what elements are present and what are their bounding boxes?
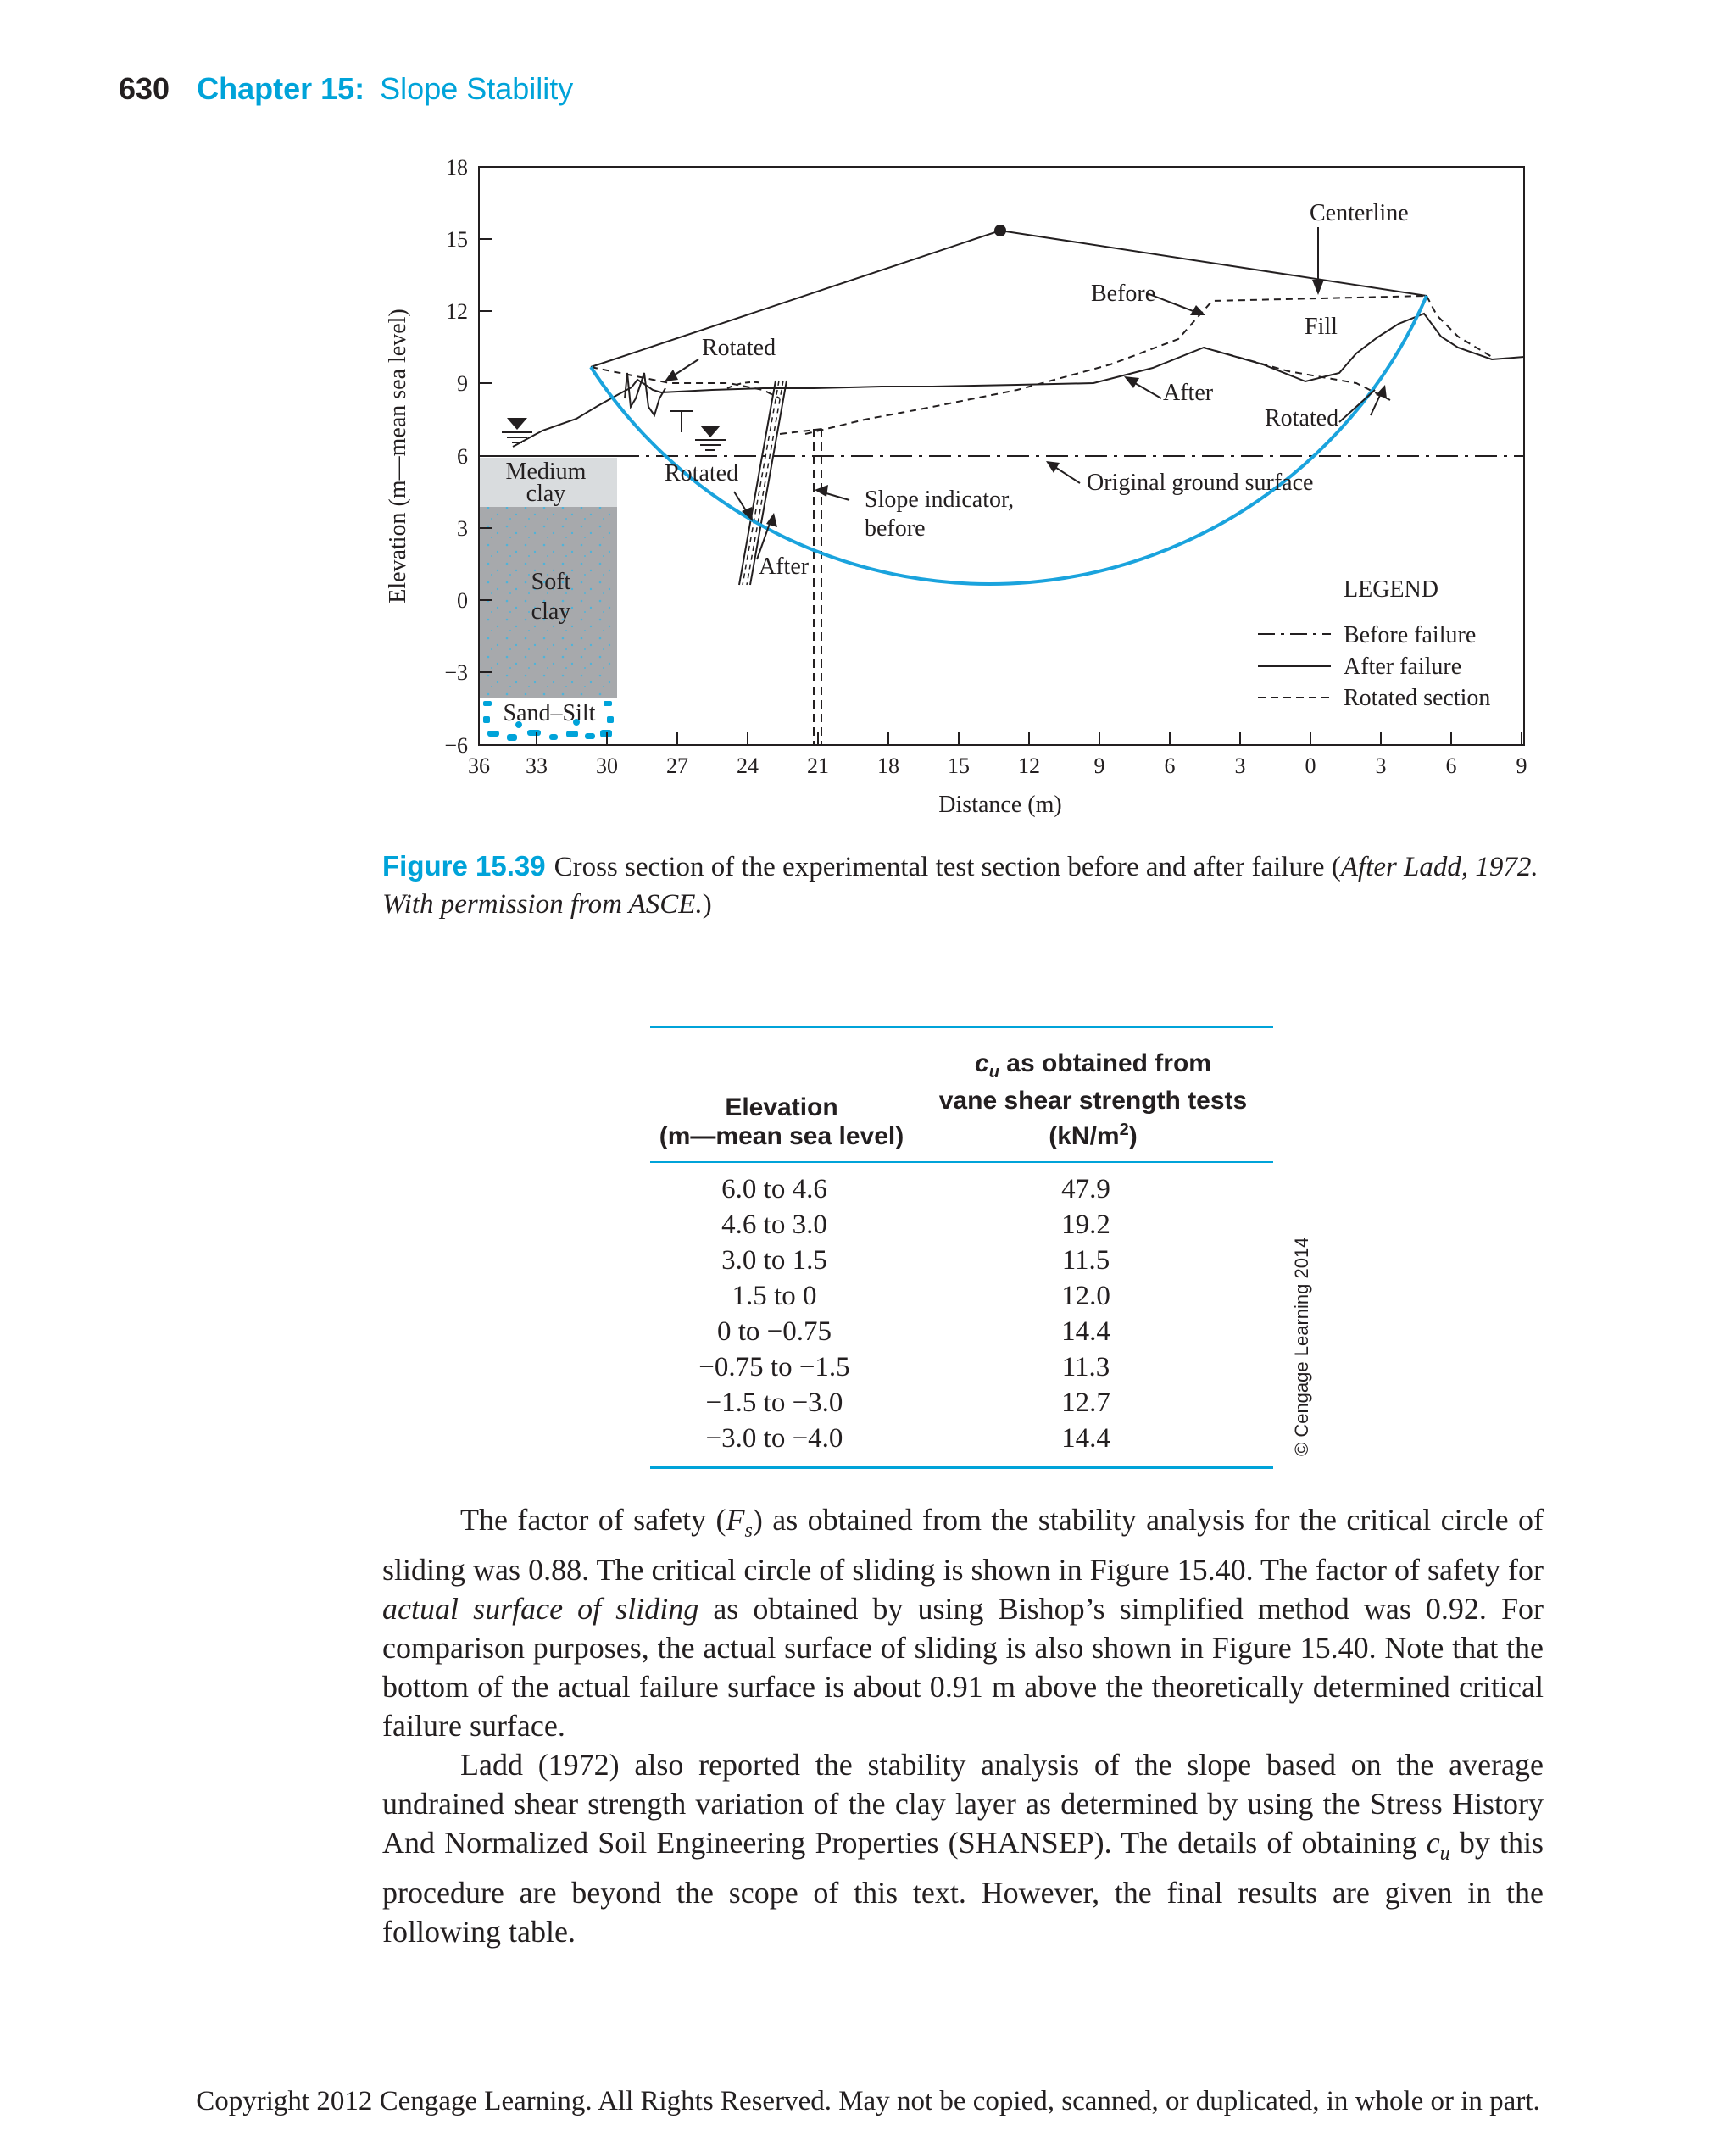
cu-cell: 12.7 <box>1061 1387 1110 1418</box>
elevation-cell: −0.75 to −1.5 <box>698 1351 850 1382</box>
y-tick-label: −6 <box>444 733 468 758</box>
header-line: Elevation <box>725 1093 838 1121</box>
y-tick-label: 0 <box>457 588 468 613</box>
text-run: The factor of safety ( <box>460 1503 726 1537</box>
copyright-credit: © Cengage Learning 2014 <box>1291 1237 1312 1456</box>
x-tick-label: 9 <box>1516 754 1527 778</box>
text-run: by this procedure are beyond the scope of this text. However, the final results are given in the following table. <box>382 1826 1544 1950</box>
y-tick-label: −3 <box>444 660 468 685</box>
chapter-label: Chapter 15: <box>197 71 365 106</box>
paragraph <box>382 1745 1544 1951</box>
header-line: ) <box>1128 1122 1138 1150</box>
header-symbol: c <box>975 1049 989 1077</box>
label-original-ground: Original ground surface <box>1087 470 1314 496</box>
cu-cell: 11.5 <box>1061 1244 1110 1276</box>
elevation-cell: −1.5 to −3.0 <box>705 1387 843 1418</box>
header-line: (kN/m <box>1049 1122 1120 1150</box>
after-scarp-detail <box>625 373 665 415</box>
legend-item: Rotated section <box>1344 685 1491 711</box>
table-header <box>650 1028 1273 1161</box>
label-rotated-top: Rotated <box>702 335 776 361</box>
table-row <box>650 1349 1273 1385</box>
elevation-cell: 0 to −0.75 <box>716 1315 832 1347</box>
x-tick-label: 9 <box>1093 754 1105 778</box>
legend-item: After failure <box>1344 654 1462 680</box>
cu-cell: 14.4 <box>1061 1315 1110 1347</box>
table-row <box>650 1278 1273 1314</box>
x-axis-title: Distance (m) <box>938 792 1062 818</box>
body-text <box>382 1500 1544 1951</box>
x-tick-label: 18 <box>877 754 899 778</box>
caption-source: After Ladd, 1972. With permission from ASCE. <box>382 852 1538 920</box>
caption-text: Cross section of the experimental test section before and after failure ( <box>554 852 1341 882</box>
copyright-footer: Copyright 2012 Cengage Learning. All Rights Reserved. May not be copied, scanned, or duplicated, in whole or in part. <box>196 2086 1540 2116</box>
cu-cell: 14.4 <box>1061 1422 1110 1454</box>
slope-indicator-before <box>814 429 821 745</box>
x-tick-label: 21 <box>807 754 829 778</box>
table-row <box>650 1385 1273 1421</box>
x-tick-label: 36 <box>468 754 490 778</box>
cu-cell: 12.0 <box>1061 1280 1110 1311</box>
header-superscript: 2 <box>1119 1121 1129 1139</box>
table-bottom-rule <box>650 1466 1273 1469</box>
column-header-elevation <box>650 1093 913 1151</box>
water-table-right-icon <box>670 411 726 450</box>
vane-shear-table <box>650 1026 1273 1469</box>
y-tick-label: 3 <box>457 516 468 541</box>
figure-15-39-diagram <box>0 0 1736 848</box>
x-tick-label: 3 <box>1375 754 1387 778</box>
elevation-cell: 3.0 to 1.5 <box>721 1244 827 1276</box>
x-tick-label: 12 <box>1018 754 1040 778</box>
cu-cell: 19.2 <box>1061 1209 1110 1240</box>
legend-item: Before failure <box>1344 622 1477 648</box>
table-row <box>650 1171 1273 1207</box>
x-tick-label: 6 <box>1445 754 1457 778</box>
x-tick-label: 30 <box>596 754 618 778</box>
label-rotated-left: Rotated <box>665 460 739 487</box>
x-tick-label: 3 <box>1234 754 1246 778</box>
label-medium-clay-1: Medium <box>505 459 587 485</box>
symbol-c: c <box>1426 1826 1440 1861</box>
label-rotated-right: Rotated <box>1265 405 1339 431</box>
header-subscript: u <box>988 1063 999 1082</box>
label-soft-clay-2: clay <box>531 598 571 625</box>
x-tick-label: 24 <box>737 754 759 778</box>
subscript-s: s <box>744 1520 753 1543</box>
column-header-cu <box>913 1049 1273 1151</box>
crest-point <box>994 225 1006 236</box>
elevation-cell: −3.0 to −4.0 <box>705 1422 843 1454</box>
label-before: Before <box>1091 281 1156 307</box>
text-run: ) as obtained from the stability analysis for the critical circle of sliding was 0.88. The critical circle of sliding is shown in Figure 15.40. The factor of safety for <box>382 1503 1544 1588</box>
elevation-cell: 1.5 to 0 <box>732 1280 817 1311</box>
legend-title: LEGEND <box>1344 576 1438 603</box>
header-line: (m—mean sea level) <box>659 1122 904 1150</box>
subscript-u: u <box>1439 1843 1450 1866</box>
table-row <box>650 1421 1273 1456</box>
y-tick-label: 18 <box>446 155 468 180</box>
elevation-cell: 4.6 to 3.0 <box>721 1209 827 1240</box>
figure-number: Figure 15.39 <box>382 850 546 882</box>
label-after-top: After <box>1163 380 1214 406</box>
emphasis: actual surface of sliding <box>382 1592 699 1627</box>
legend <box>1258 576 1490 711</box>
symbol-F: F <box>726 1503 745 1537</box>
page-number: 630 <box>119 71 170 106</box>
y-tick-label: 9 <box>457 371 468 396</box>
after-failure-surface <box>513 314 1524 447</box>
x-tick-label: 33 <box>526 754 548 778</box>
header-line: vane shear strength tests <box>938 1087 1248 1115</box>
cu-cell: 47.9 <box>1061 1173 1110 1204</box>
label-medium-clay-2: clay <box>526 481 566 507</box>
y-tick-label: 6 <box>457 444 468 469</box>
cu-cell: 11.3 <box>1061 1351 1110 1382</box>
x-tick-label: 6 <box>1164 754 1176 778</box>
y-tick-label: 15 <box>446 227 468 252</box>
x-tick-label: 15 <box>948 754 970 778</box>
figure-caption <box>382 848 1552 923</box>
label-sand-silt: Sand–Silt <box>503 700 596 726</box>
label-centerline: Centerline <box>1310 200 1409 226</box>
x-tick-label: 0 <box>1305 754 1316 778</box>
y-axis-title: Elevation (m—mean sea level) <box>385 309 411 603</box>
elevation-cell: 6.0 to 4.6 <box>721 1173 827 1204</box>
label-slope-indicator-1: Slope indicator, <box>865 487 1015 513</box>
caption-end: ) <box>702 889 712 920</box>
label-soft-clay-1: Soft <box>531 569 571 595</box>
label-slope-indicator-2: before <box>865 515 926 542</box>
paragraph <box>382 1500 1544 1745</box>
table-row <box>650 1243 1273 1278</box>
table-row <box>650 1314 1273 1349</box>
label-after-indicator: After <box>759 553 810 580</box>
rotated-section-lines <box>591 296 1492 434</box>
text-run: as obtained by using Bishop’s simplified method was 0.92. For comparison purposes, the actual surface of sliding is also shown in Figure 15.40. Note that the bottom of the actual failure surface is about 0.91 m above the theoretically determined critical failure surface. <box>382 1592 1544 1744</box>
label-fill: Fill <box>1305 314 1338 340</box>
text-run: Ladd (1972) also reported the stability analysis of the slope based on the average undrained shear strength variation of the clay layer as determined by using the Stress History And Normalized Soil Engineering Properties (SHANSEP). The details of obtaining <box>382 1748 1544 1861</box>
x-tick-label: 27 <box>666 754 688 778</box>
table-row <box>650 1207 1273 1243</box>
header-line: as obtained from <box>999 1049 1211 1077</box>
y-tick-label: 12 <box>446 299 468 324</box>
chapter-title: Slope Stability <box>380 71 574 106</box>
x-tick-marks <box>479 732 1522 745</box>
table-body <box>650 1163 1273 1456</box>
